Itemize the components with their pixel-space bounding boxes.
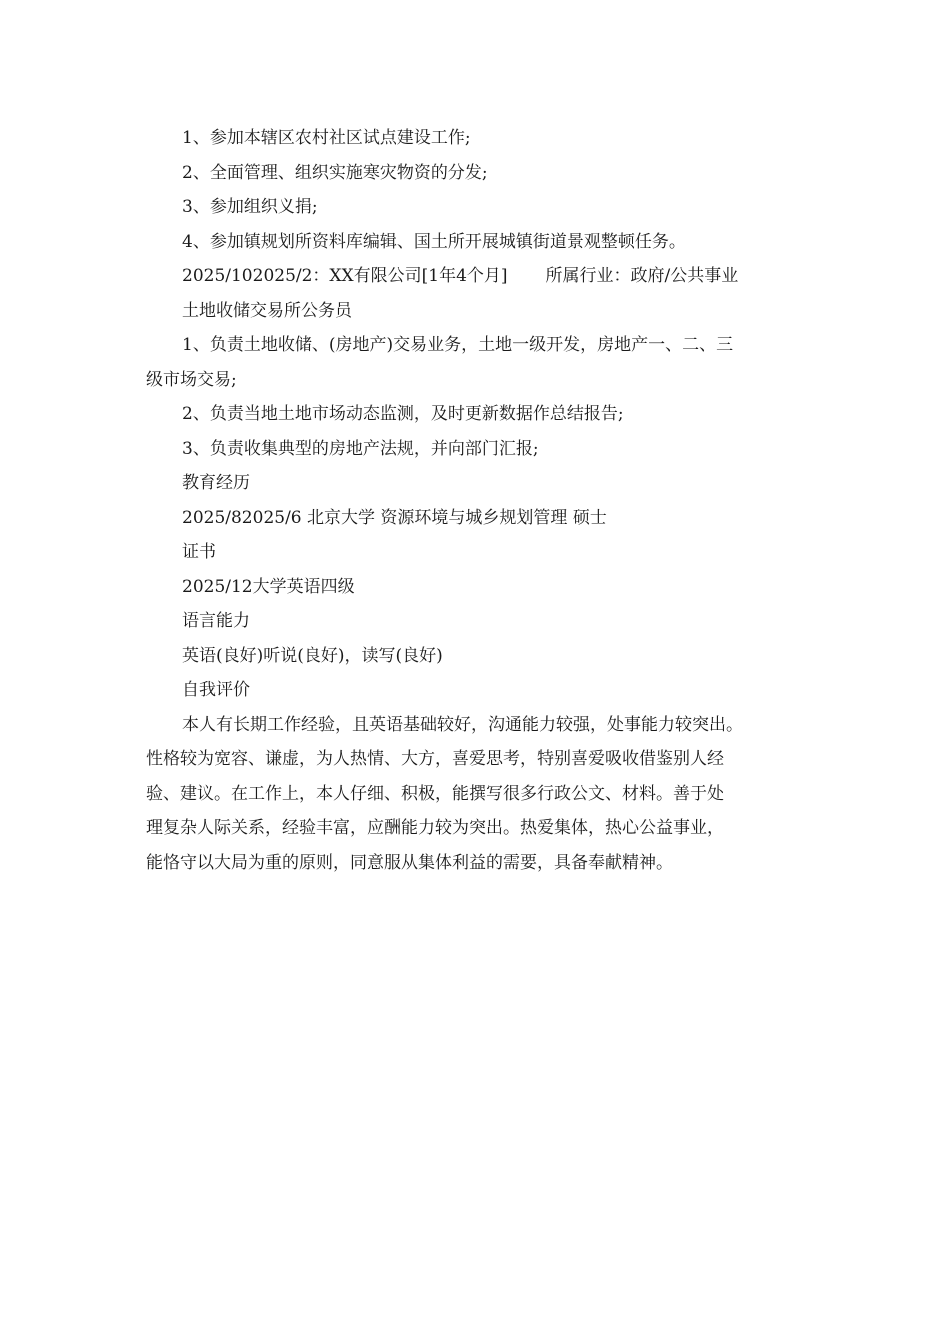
work-item-4: 4、参加镇规划所资料库编辑、国土所开展城镇街道景观整顿任务。 xyxy=(182,231,686,252)
certificate-heading: 证书 xyxy=(182,542,216,562)
language-entry: 英语(良好)听说(良好)，读写(良好) xyxy=(182,645,443,666)
job-duty-3: 3、负责收集典型的房地产法规，并向部门汇报; xyxy=(182,438,539,459)
certificate-entry: 2025/12大学英语四级 xyxy=(182,576,355,597)
self-evaluation-line-4: 理复杂人际关系，经验丰富，应酬能力较为突出。热爱集体，热心公益事业， xyxy=(146,818,724,838)
self-evaluation-line-1: 本人有长期工作经验，且英语基础较好，沟通能力较强，处事能力较突出。 xyxy=(182,714,743,735)
self-evaluation-line-5: 能恪守以大局为重的原则，同意服从集体利益的需要，具备奉献精神。 xyxy=(146,852,673,873)
language-heading: 语言能力 xyxy=(182,611,250,631)
work-item-2: 2、全面管理、组织实施寒灾物资的分发; xyxy=(182,162,488,183)
self-evaluation-line-3: 验、建议。在工作上，本人仔细、积极，能撰写很多行政公文、材料。善于处 xyxy=(146,783,724,804)
job-period-company: 2025/102025/2：XX有限公司[1年4个月] xyxy=(182,266,508,286)
job-industry: 所属行业：政府/公共事业 xyxy=(545,266,739,286)
resume-document xyxy=(146,121,810,880)
job-duty-1a: 1、负责土地收储、(房地产)交易业务，土地一级开发，房地产一、二、三 xyxy=(182,335,734,355)
work-item-3: 3、参加组织义捐; xyxy=(182,197,318,217)
self-evaluation-line-2: 性格较为宽容、谦虚，为人热情、大方，喜爱思考，特别喜爱吸收借鉴别人经 xyxy=(146,749,724,769)
self-evaluation-heading: 自我评价 xyxy=(182,680,250,700)
work-item-1: 1、参加本辖区农村社区试点建设工作; xyxy=(182,128,471,148)
job-duty-2: 2、负责当地土地市场动态监测，及时更新数据作总结报告; xyxy=(182,404,624,424)
education-entry: 2025/82025/6 北京大学 资源环境与城乡规划管理 硕士 xyxy=(182,507,607,528)
job-position: 土地收储交易所公务员 xyxy=(182,300,352,321)
education-heading: 教育经历 xyxy=(182,473,250,493)
job-duty-1b: 级市场交易; xyxy=(146,369,237,390)
job-period-line xyxy=(146,259,810,294)
